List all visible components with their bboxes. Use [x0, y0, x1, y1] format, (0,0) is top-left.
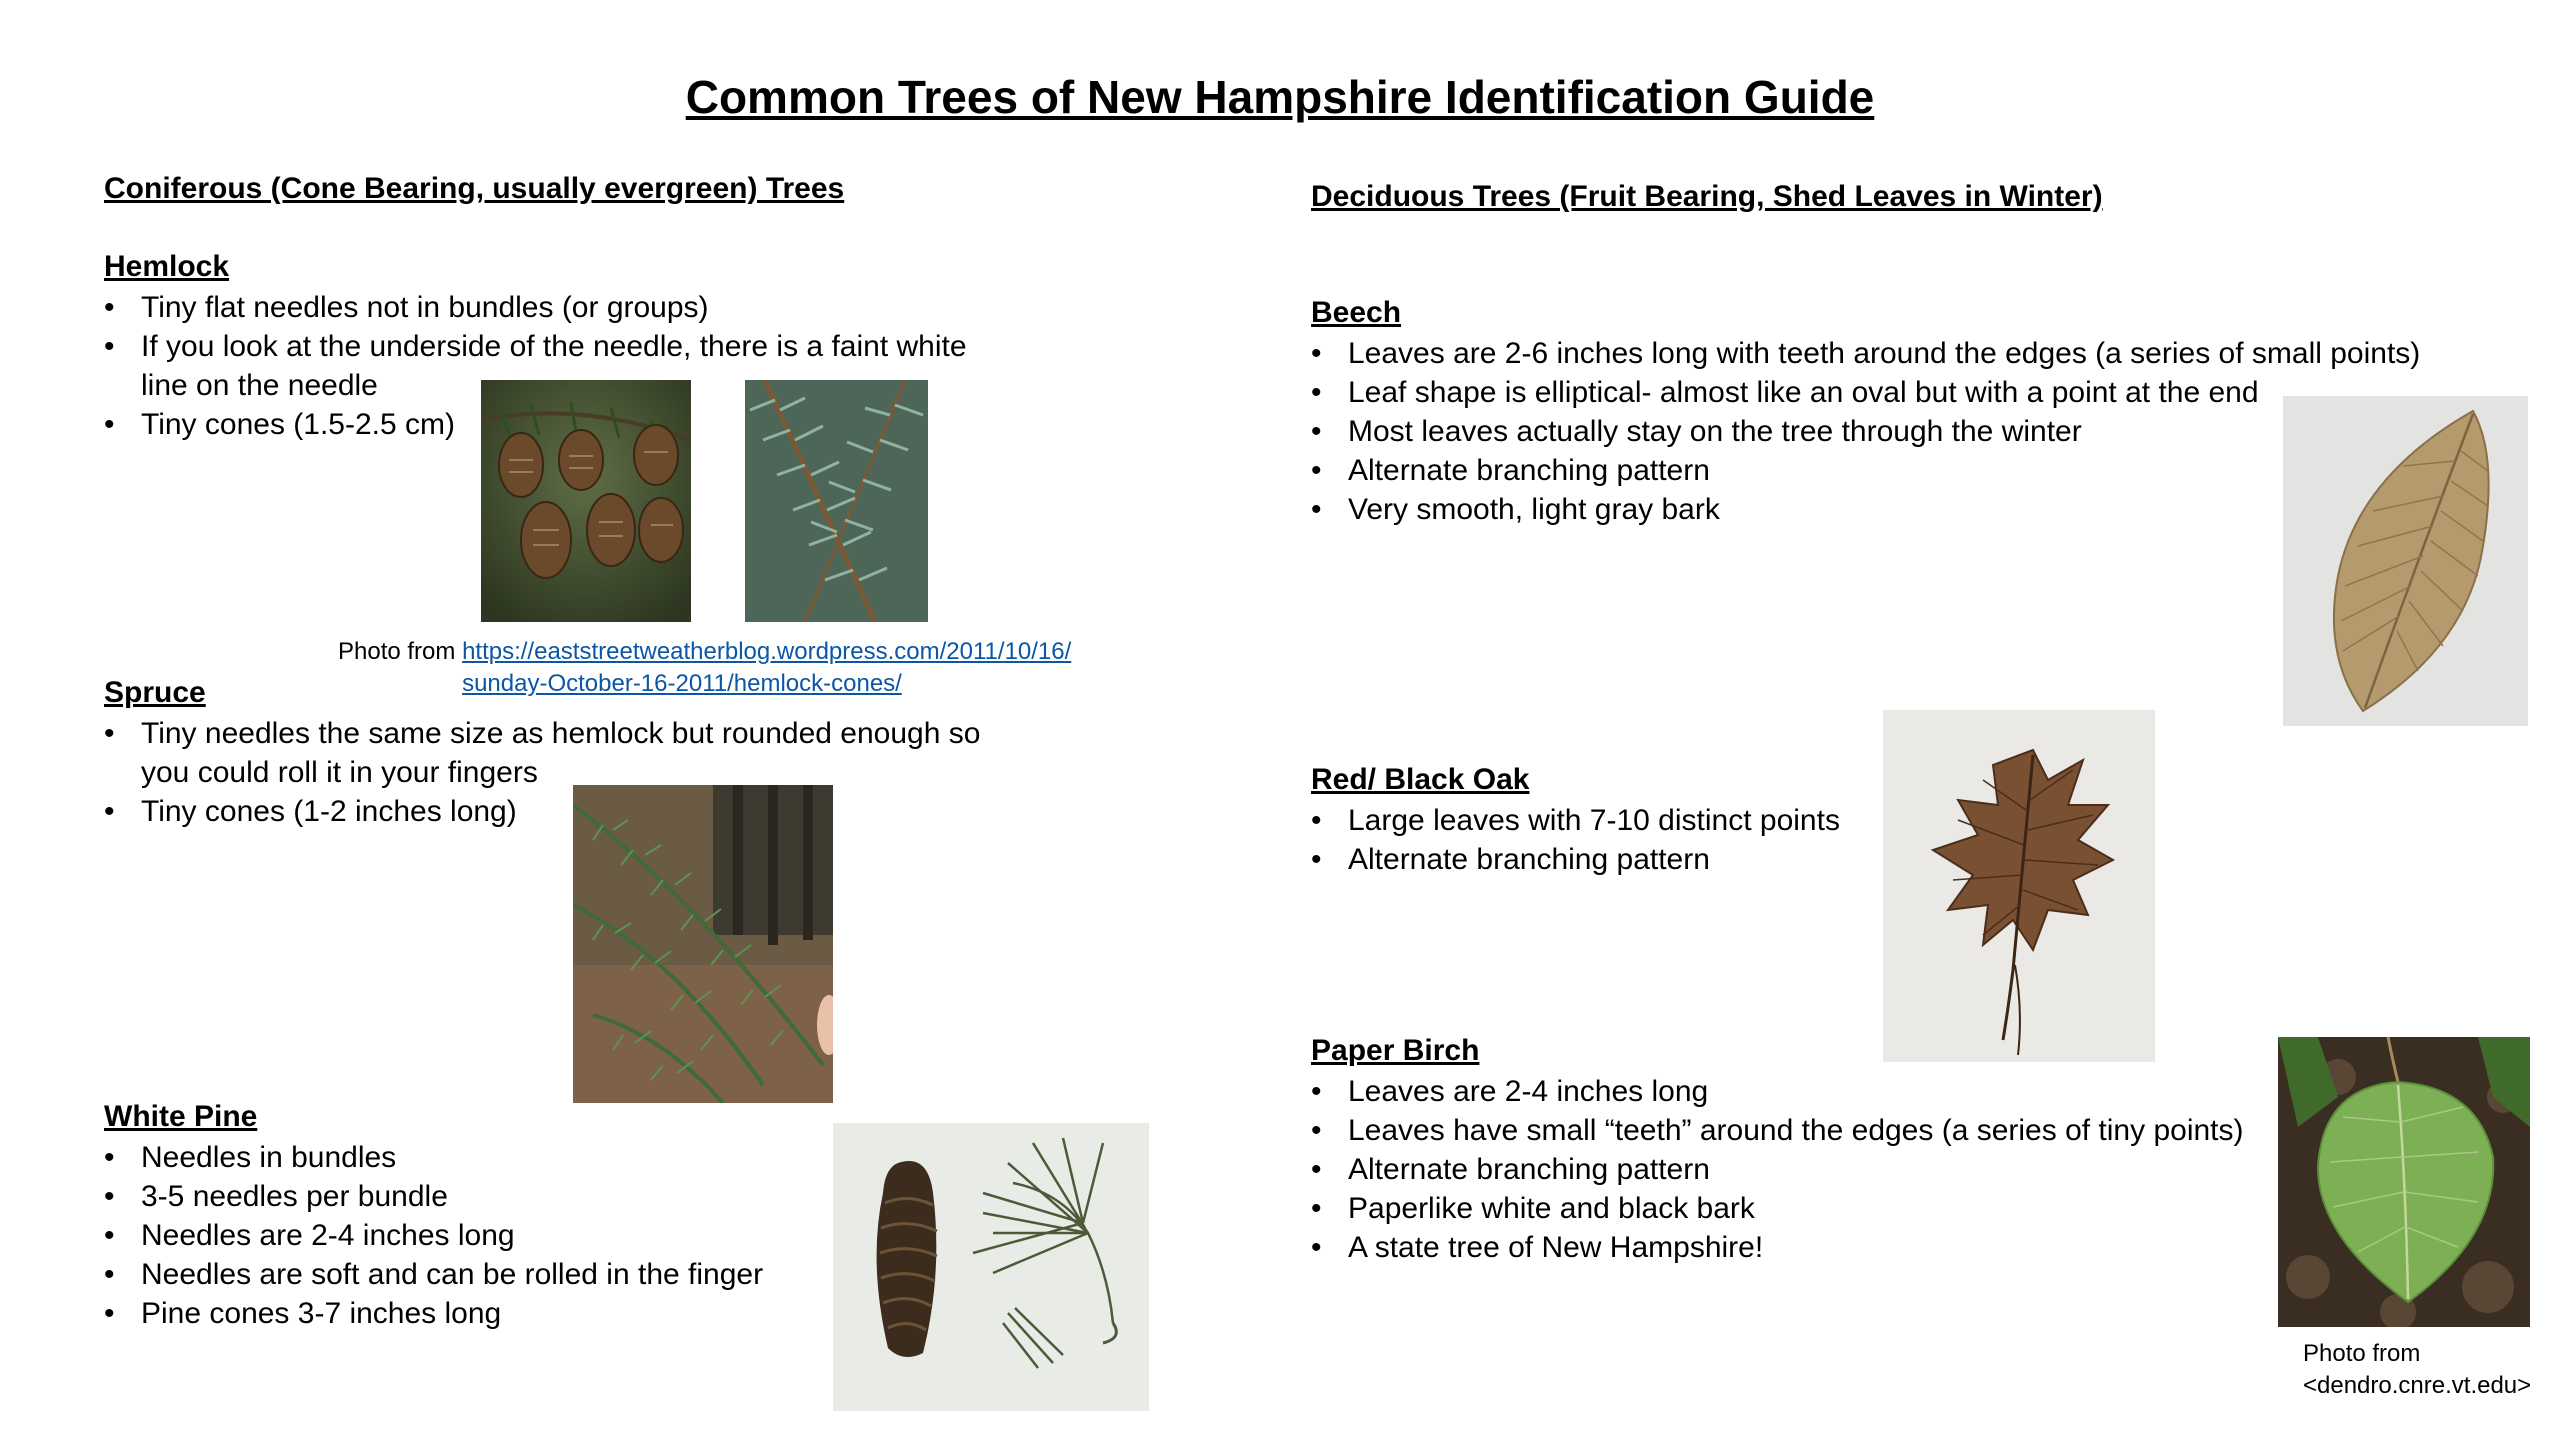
spruce-bullet-list	[104, 714, 984, 831]
hemlock-photo-credit-prefix: Photo from	[338, 638, 463, 665]
birch-leaf-photo	[2278, 1037, 2530, 1327]
beech-bullet: • Leaf shape is elliptical- almost like an oval but with a point at the end	[1311, 373, 2491, 412]
birch-heading: Paper Birch	[1311, 1034, 1480, 1067]
hemlock-bullet: • Tiny flat needles not in bundles (or groups)	[104, 288, 1004, 327]
beech-leaf-photo	[2283, 396, 2528, 726]
white-pine-bullet: • Needles in bundles	[104, 1138, 864, 1177]
birch-bullet: • Leaves have small “teeth” around the edges (a series of tiny points)	[1311, 1111, 2251, 1150]
hemlock-heading: Hemlock	[104, 250, 230, 283]
deciduous-heading: Deciduous Trees (Fruit Bearing, Shed Leaves in Winter)	[1311, 180, 2103, 213]
birch-photo-credit-line2: <dendro.cnre.vt.edu>	[2303, 1372, 2532, 1399]
oak-bullet-list	[1311, 801, 1871, 879]
hemlock-bullet: • Tiny cones (1.5-2.5 cm)	[104, 405, 1004, 444]
spruce-photo	[573, 785, 833, 1103]
spruce-bullet: • Tiny cones (1-2 inches long)	[104, 792, 984, 831]
white-pine-bullet-list	[104, 1138, 864, 1333]
oak-bullet: • Alternate branching pattern	[1311, 840, 1871, 879]
birch-bullet: • Leaves are 2-4 inches long	[1311, 1072, 2251, 1111]
beech-bullet: • Leaves are 2-6 inches long with teeth around the edges (a series of small points)	[1311, 334, 2491, 373]
white-pine-heading: White Pine	[104, 1100, 258, 1133]
beech-heading: Beech	[1311, 296, 1402, 329]
spruce-bullet: • Tiny needles the same size as hemlock but rounded enough so you could roll it in your fingers	[104, 714, 981, 792]
oak-bullet: • Large leaves with 7-10 distinct points	[1311, 801, 1871, 840]
birch-photo-credit-line1: Photo from	[2303, 1340, 2421, 1367]
beech-bullet: • Very smooth, light gray bark	[1311, 490, 2491, 529]
hemlock-photo-link[interactable]: https://eaststreetweatherblog.wordpress.com/2011/10/16/sunday-October-16-2011/hemlock-cones/	[462, 638, 1072, 697]
oak-heading: Red/ Black Oak	[1311, 763, 1530, 796]
coniferous-heading: Coniferous (Cone Bearing, usually evergreen) Trees	[104, 172, 845, 205]
beech-bullet: • Most leaves actually stay on the tree through the winter	[1311, 412, 2491, 451]
white-pine-bullet: • Pine cones 3-7 inches long	[104, 1294, 864, 1333]
hemlock-bullet: • If you look at the underside of the needle, there is a faint white line on the needle	[104, 327, 1001, 405]
birch-bullet: • A state tree of New Hampshire!	[1311, 1228, 2251, 1267]
white-pine-photo	[833, 1123, 1149, 1411]
page-title: Common Trees of New Hampshire Identification Guide	[685, 71, 1875, 123]
birch-bullet: • Paperlike white and black bark	[1311, 1189, 2251, 1228]
hemlock-needles-photo	[745, 380, 928, 622]
white-pine-bullet: • Needles are 2-4 inches long	[104, 1216, 864, 1255]
birch-photo-credit	[2303, 1338, 2531, 1402]
white-pine-bullet: • Needles are soft and can be rolled in the finger	[104, 1255, 864, 1294]
hemlock-photo-credit	[338, 636, 1082, 700]
hemlock-cones-photo	[481, 380, 691, 622]
oak-leaf-photo	[1883, 710, 2155, 1062]
birch-bullet: • Alternate branching pattern	[1311, 1150, 2251, 1189]
beech-bullet: • Alternate branching pattern	[1311, 451, 2491, 490]
spruce-heading: Spruce	[104, 676, 206, 709]
white-pine-bullet: • 3-5 needles per bundle	[104, 1177, 864, 1216]
birch-bullet-list	[1311, 1072, 2251, 1267]
